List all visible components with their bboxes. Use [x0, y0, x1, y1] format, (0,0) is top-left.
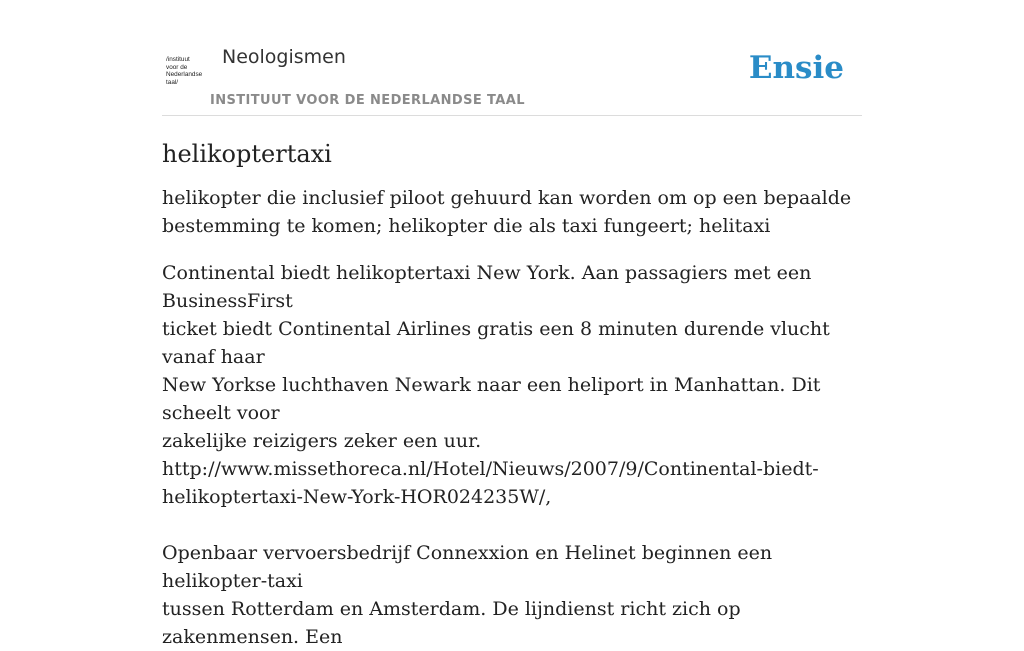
example-line: tussen Rotterdam en Amsterdam. De lijndienst richt zich op zakenmensen. Een	[162, 598, 741, 648]
logo-line: voor de	[166, 63, 188, 71]
source-url: http://www.missethoreca.nl/Hotel/Nieuws/2007/9/Continental-biedt-	[162, 458, 819, 480]
dictionary-title[interactable]: Neologismen	[222, 46, 346, 68]
example-line: zakelijke reizigers zeker een uur.	[162, 430, 482, 452]
logo-line: Nederlandse	[166, 71, 203, 79]
institute-name: INSTITUUT VOOR DE NEDERLANDSE TAAL	[210, 93, 525, 108]
entry	[162, 136, 862, 651]
example-line: New Yorkse luchthaven Newark naar een heliport in Manhattan. Dit scheelt voor	[162, 374, 821, 424]
definition: helikopter die inclusief piloot gehuurd kan worden om op een bepaalde bestemming te komen; helikopter die als taxi fungeert; helitaxi	[162, 187, 852, 237]
headword: helikoptertaxi	[162, 140, 332, 168]
site-header	[162, 40, 862, 116]
example-line: ticket biedt Continental Airlines gratis een 8 minuten durende vlucht vanaf haar	[162, 318, 830, 368]
source-url: helikoptertaxi-New-York-HOR024235W/,	[162, 486, 552, 508]
logo-line: taal/	[166, 78, 179, 86]
ensie-logo[interactable]: Ensie	[748, 50, 844, 86]
example-line: Openbaar vervoersbedrijf Connexxion en Helinet beginnen een helikopter-taxi	[162, 542, 773, 592]
example-line: Continental biedt helikoptertaxi New York. Aan passagiers met een BusinessFirst	[162, 262, 812, 312]
logo-line: /instituut	[166, 56, 190, 63]
institute-logo[interactable]	[166, 56, 208, 90]
example-text	[162, 259, 862, 651]
blank-line	[162, 511, 862, 539]
